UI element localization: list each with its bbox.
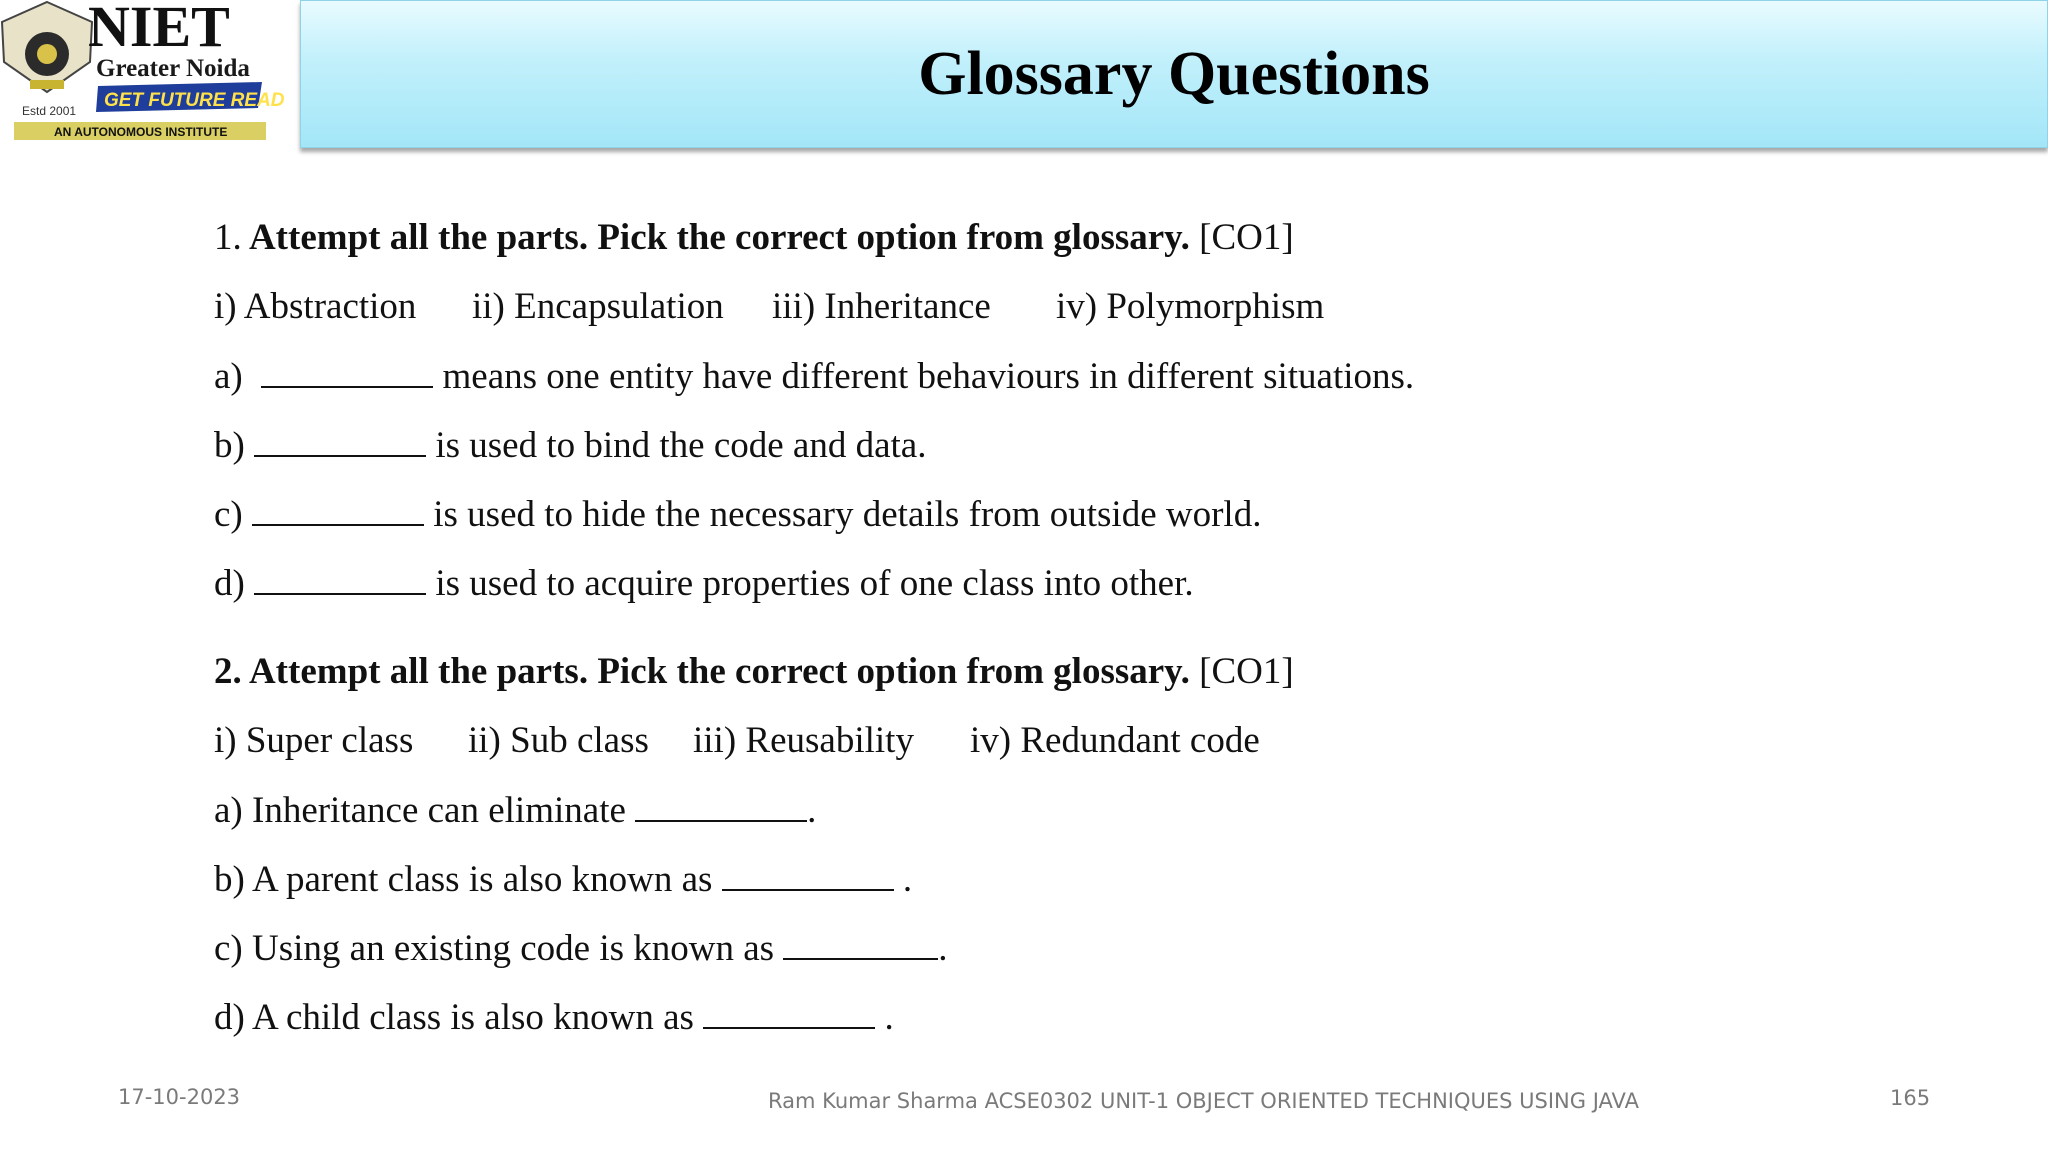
q1-item-label: d)	[214, 563, 245, 604]
q2-item-text: d) A child class is also known as	[214, 997, 704, 1038]
q2-item	[214, 918, 1914, 987]
q1-item-label: a)	[214, 356, 243, 397]
q1-item-label: b)	[214, 425, 245, 466]
answer-blank	[254, 415, 426, 457]
q2-prompt: . Attempt all the parts. Pick the correct option from glossary.	[232, 651, 1190, 692]
logo-name: NIET	[88, 0, 230, 59]
q1-item-text: means one entity have different behaviours in different situations.	[433, 356, 1415, 397]
q1-item	[214, 346, 1914, 415]
q2-number: 2	[214, 651, 233, 692]
q1-number: 1.	[214, 217, 242, 258]
page-number: 165	[1890, 1086, 1931, 1110]
q2-item-end: .	[807, 790, 817, 831]
q1-prompt: Attempt all the parts. Pick the correct option from glossary.	[241, 217, 1190, 258]
q2-options	[214, 711, 1914, 780]
q2-co: [CO1]	[1189, 651, 1294, 692]
q2-item-end: .	[938, 928, 948, 969]
slide-content	[214, 208, 1914, 1056]
logo-subtitle: AN AUTONOMOUS INSTITUTE	[54, 125, 228, 139]
q2-option: i) Super class	[214, 720, 414, 761]
answer-blank	[703, 987, 875, 1029]
q2-heading	[214, 642, 1914, 711]
q1-option: i) Abstraction	[214, 286, 417, 327]
q2-item	[214, 849, 1914, 918]
answer-blank	[261, 346, 433, 388]
q1-item-text: is used to hide the necessary details from outside world.	[424, 494, 1262, 535]
niet-logo	[0, 0, 285, 145]
q1-item	[214, 553, 1914, 622]
answer-blank	[254, 553, 426, 595]
q2-item-text: b) A parent class is also known as	[214, 859, 722, 900]
q2-item-end: .	[875, 997, 894, 1038]
q1-options	[214, 277, 1914, 346]
q2-item	[214, 987, 1914, 1056]
q1-option: ii) Encapsulation	[472, 286, 724, 327]
q2-option: iii) Reusability	[693, 720, 914, 761]
q2-option: ii) Sub class	[468, 720, 649, 761]
title-bar	[300, 0, 2048, 148]
answer-blank	[252, 484, 424, 526]
q2-item-end: .	[893, 859, 913, 900]
q2-item	[214, 780, 1914, 849]
q1-item	[214, 415, 1914, 484]
footer-date: 17-10-2023	[118, 1085, 241, 1109]
q1-item-text: is used to bind the code and data.	[426, 425, 927, 466]
footer-course: Ram Kumar Sharma ACSE0302 UNIT-1 OBJECT ORIENTED TECHNIQUES USING JAVA	[768, 1089, 1639, 1113]
niet-emblem-icon	[0, 0, 285, 145]
page-title: Glossary Questions	[918, 40, 1430, 108]
q1-item	[214, 484, 1914, 553]
q1-heading	[214, 208, 1914, 277]
q2-item-text: a) Inheritance can eliminate	[214, 790, 636, 831]
q1-option: iv) Polymorphism	[1056, 286, 1325, 327]
q1-co: [CO1]	[1189, 217, 1294, 258]
logo-place: Greater Noida	[96, 55, 250, 82]
q1-option: iii) Inheritance	[772, 286, 991, 327]
logo-tagline: GET FUTURE READY	[104, 90, 285, 111]
answer-blank	[783, 918, 938, 960]
q1-item-text: is used to acquire properties of one class into other.	[426, 563, 1194, 604]
q1-item-label: c)	[214, 494, 243, 535]
q2-option: iv) Redundant code	[970, 720, 1260, 761]
answer-blank	[635, 780, 807, 822]
answer-blank	[722, 849, 894, 891]
logo-estd: Estd 2001	[22, 104, 77, 118]
q2-item-text: c) Using an existing code is known as	[214, 928, 784, 969]
